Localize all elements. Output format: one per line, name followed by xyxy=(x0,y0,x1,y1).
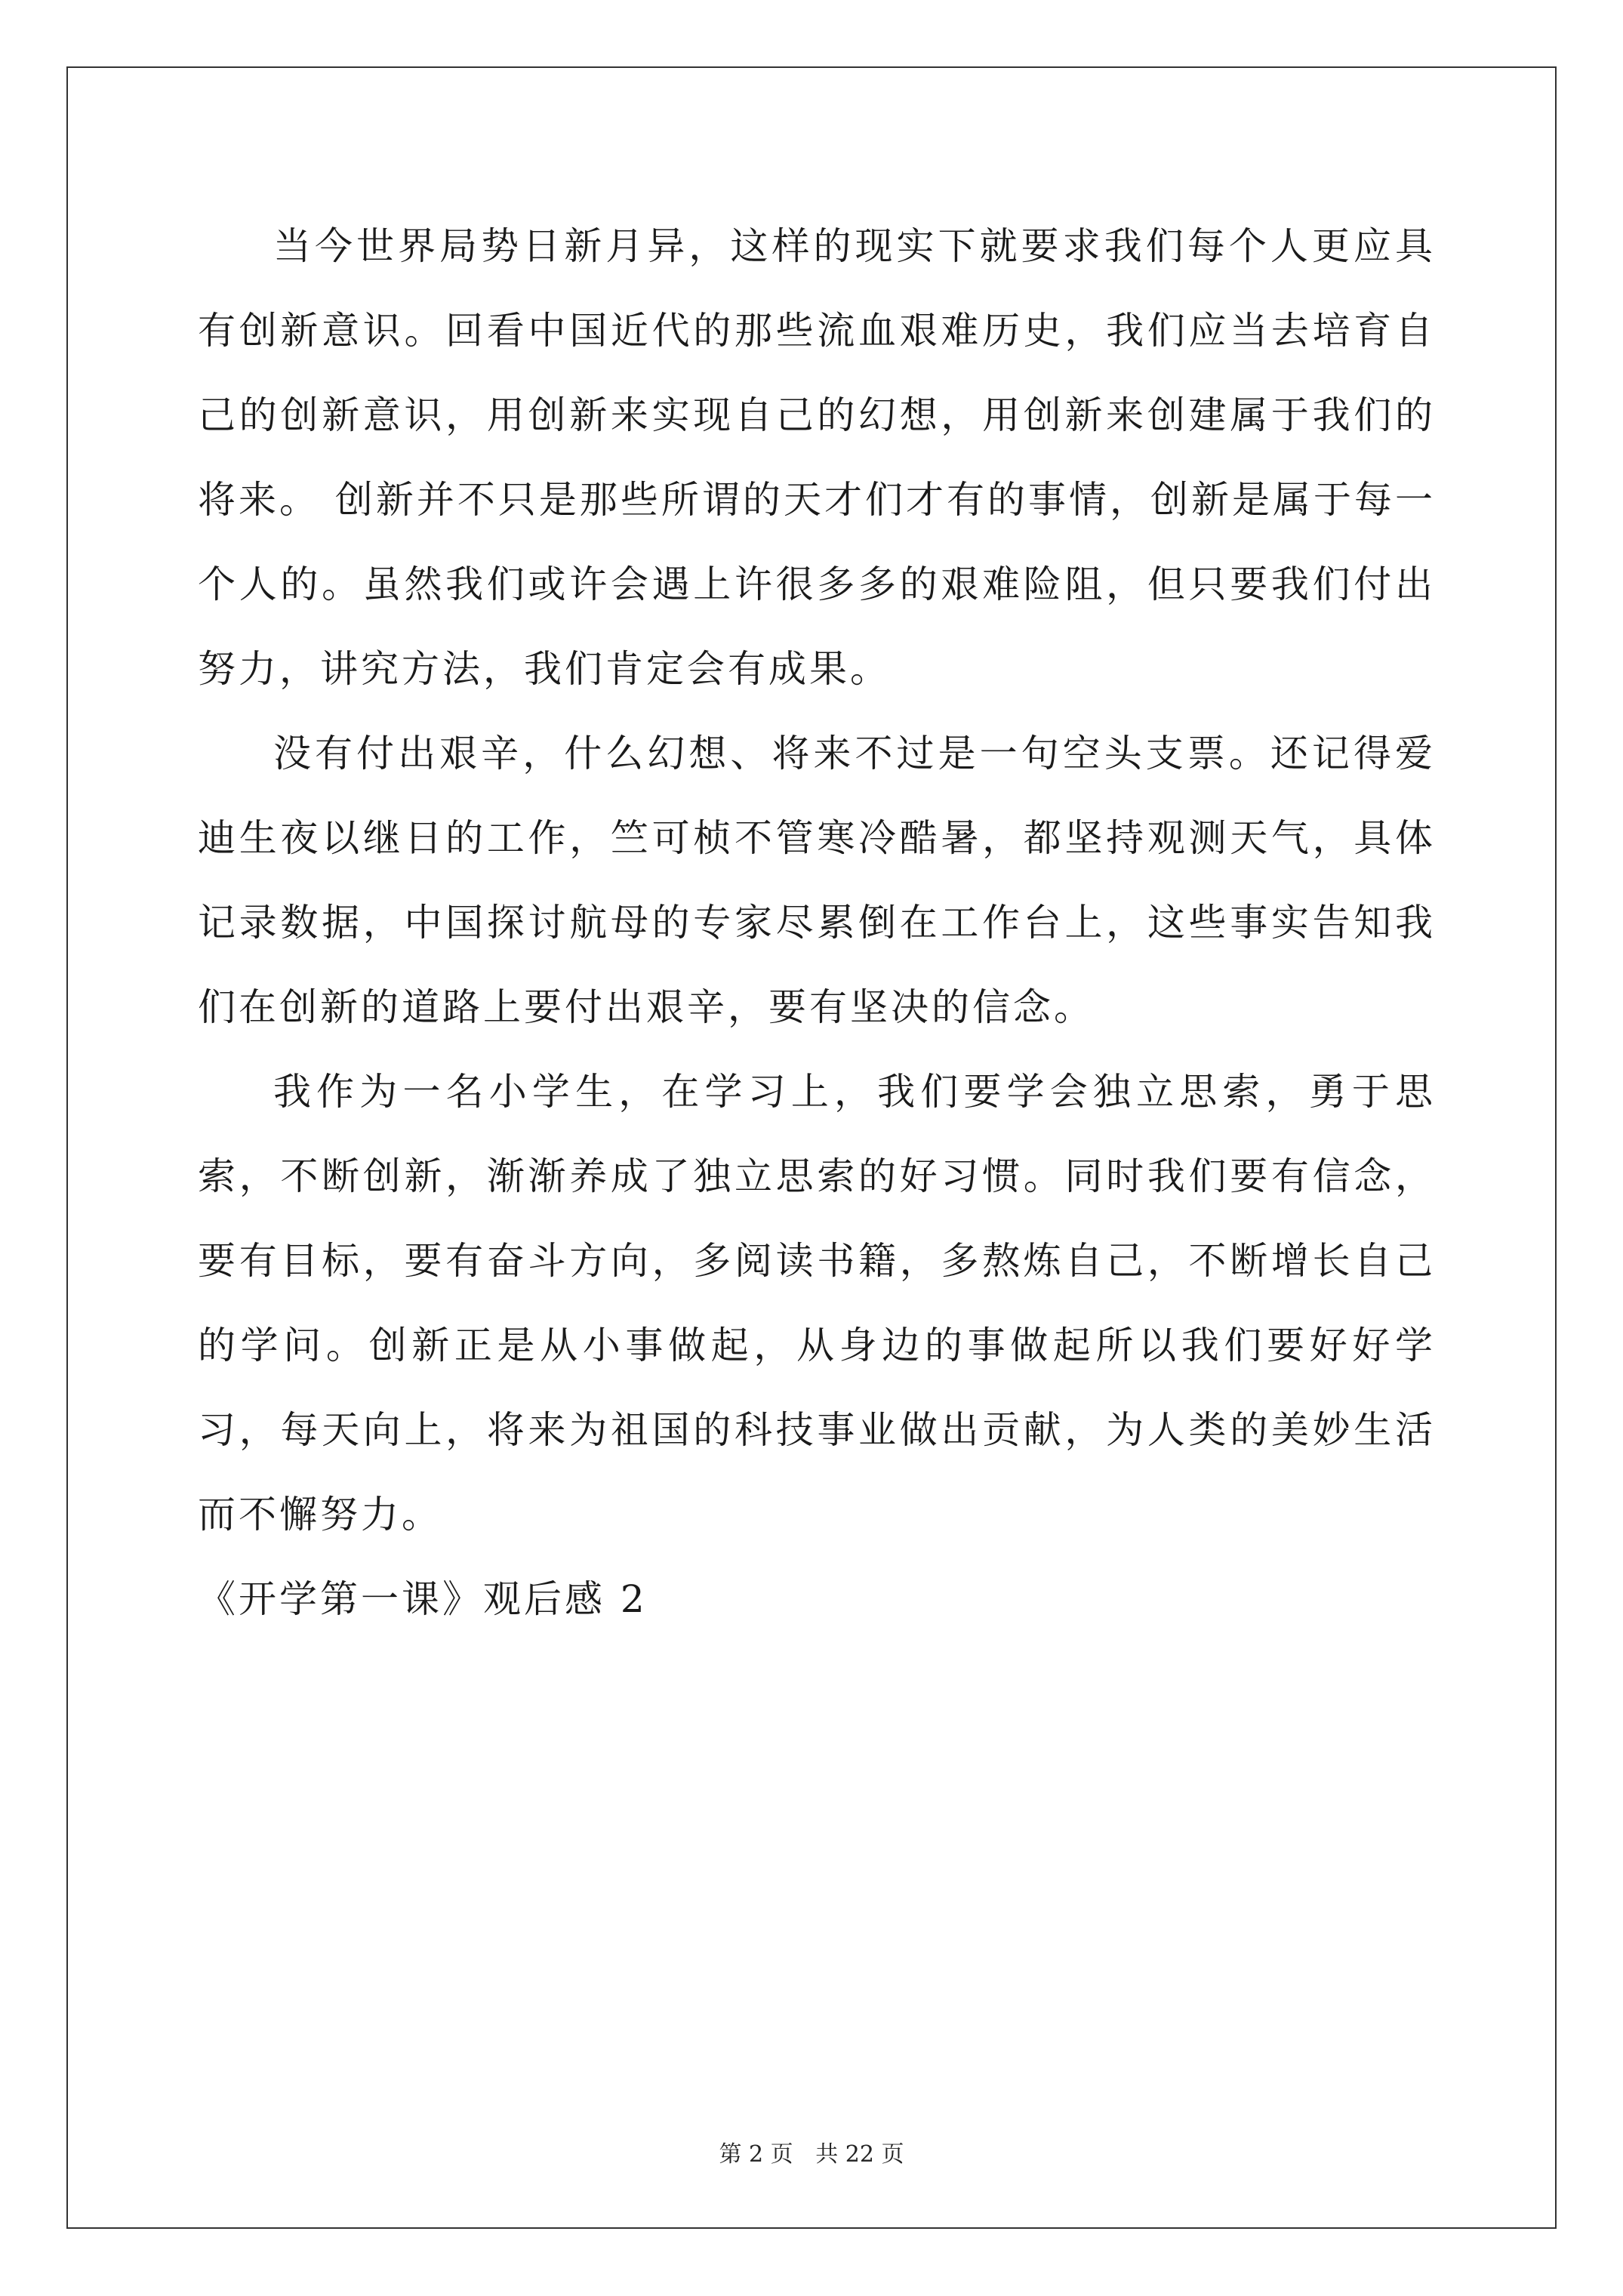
section-heading: 《开学第一课》观后感 2 xyxy=(198,1577,648,1621)
page-number: 第 2 页 xyxy=(719,2141,793,2168)
paragraph-1: 当今世界局势日新月异，这样的现实下就要求我们每个人更应具有创新意识。回看中国近代的那些流血艰难历史，我们应当去培育自己的创新意识，用创新来实现自己的幻想，用创新来创建属于我们的将来。 创新并不只是那些所谓的天才们才有的事情，创新是属于每一个人的。虽然我们或许会遇上许很多多的艰难险阻，但只要我们付出努力，讲究方法，我们肯定会有成果。 xyxy=(198,224,1436,691)
page-total: 共 22 页 xyxy=(815,2141,904,2168)
paragraph-3: 我作为一名小学生，在学习上，我们要学会独立思索，勇于思索，不断创新，渐渐养成了独立思索的好习惯。同时我们要有信念，要有目标，要有奋斗方向，多阅读书籍，多熬炼自己，不断增长自己的学问。创新正是从小事做起，从身边的事做起所以我们要好好学习，每天向上，将来为祖国的科技事业做出贡献，为人类的美妙生活而不懈努力。 xyxy=(198,1070,1436,1536)
document-body xyxy=(198,204,1436,1641)
paragraph-2: 没有付出艰辛，什么幻想、将来不过是一句空头支票。还记得爱迪生夜以继日的工作，竺可桢不管寒冷酷暑，都坚持观测天气，具体记录数据，中国探讨航母的专家尽累倒在工作台上，这些事实告知我们在创新的道路上要付出艰辛，要有坚决的信念。 xyxy=(198,732,1436,1029)
page-footer xyxy=(0,2135,1623,2168)
